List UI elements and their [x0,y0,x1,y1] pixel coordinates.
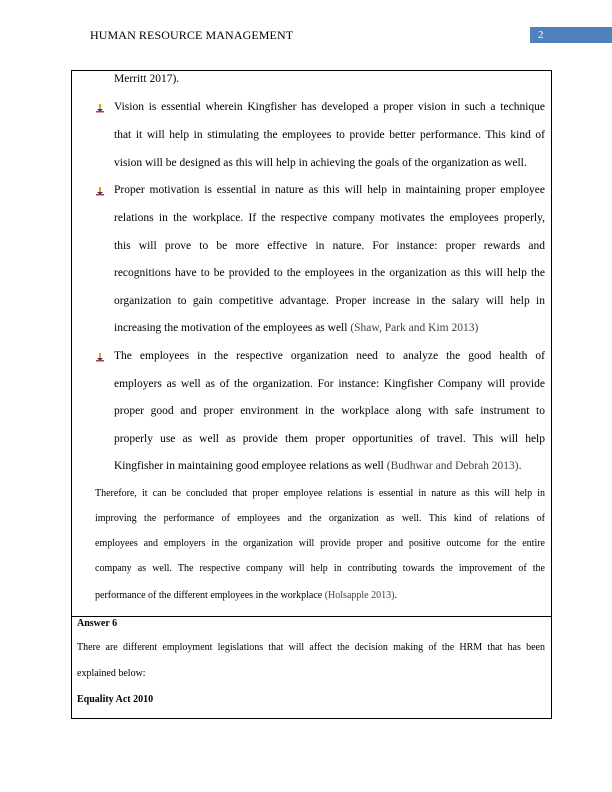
bullet-3-line-1: The employees in the respective organization need to analyze the good health of [114,350,545,362]
bullet-2-line-2: relations in the workplace. If the respective company motivates the employees properly, [114,212,545,224]
continuation-text: Merritt 2017). [114,73,180,85]
bullet-2-line-3: this will prove to be more effective in nature. For instance: proper rewards and [114,240,545,252]
conclusion-line-5 [95,590,397,601]
answer-intro-line-2: explained below: [77,668,146,679]
conclusion-line-3: employees and employers in the organization will provide proper and positive outcome for the entire [95,538,545,549]
bullet-1-line-2: that it will help in stimulating the employees to provide better performance. This kind of [114,129,545,141]
bullet-3-last-text: Kingfisher in maintaining good employee relations as well [114,460,387,472]
bullet-3-line-5 [114,460,522,472]
answer-intro-line-1: There are different employment legislations that will affect the decision making of the HRM that has been [77,642,545,653]
bullet-1-line-3: vision will be designed as this will help in achieving the goals of the organization as well. [114,157,527,169]
arrow-bullet-icon [95,186,105,196]
bullet-2-line-4: recognitions have to be provided to the employees in the organization as this will help the [114,267,545,279]
arrow-bullet-icon [95,103,105,113]
conclusion-line-2: improving the performance of employees and the organization as well. This kind of relations of [95,513,545,524]
citation: (Shaw, Park and Kim 2013) [350,322,479,334]
citation: (Budhwar and Debrah 2013) [386,460,519,472]
arrow-bullet-icon [95,352,105,362]
bullet-2-line-6 [114,322,478,334]
answer-subheading: Equality Act 2010 [77,694,154,705]
bullet-3-line-4: properly use as well as provide them proper opportunities of travel. This will help [114,433,545,445]
sentence-end: . [518,460,522,472]
citation: (Holsapple 2013) [324,590,395,601]
bullet-1-line-1: Vision is essential wherein Kingfisher has developed a proper vision in such a technique [114,101,545,113]
page-number: 2 [530,27,612,43]
conclusion-last-text: performance of the different employees in the workplace [95,590,325,601]
conclusion-line-4: company as well. The respective company will help in contributing towards the improvement of the [95,563,545,574]
table-row-divider [71,616,552,617]
bullet-2-line-1: Proper motivation is essential in nature as this will help in maintaining proper employee [114,184,545,196]
bullet-2-line-5: organization to gain competitive advantage. Proper increase in the salary will help in [114,295,545,307]
bullet-3-line-3: proper good and proper environment in the workplace along with safe instrument to [114,405,545,417]
answer-heading: Answer 6 [77,618,118,629]
header-title: HUMAN RESOURCE MANAGEMENT [90,28,294,42]
conclusion-line-1: Therefore, it can be concluded that proper employee relations is essential in nature as this will help in [95,488,545,499]
sentence-end: . [394,590,397,601]
bullet-2-last-text: increasing the motivation of the employees as well [114,322,351,334]
bullet-3-line-2: employers as well as of the organization. For instance: Kingfisher Company will provide [114,378,545,390]
